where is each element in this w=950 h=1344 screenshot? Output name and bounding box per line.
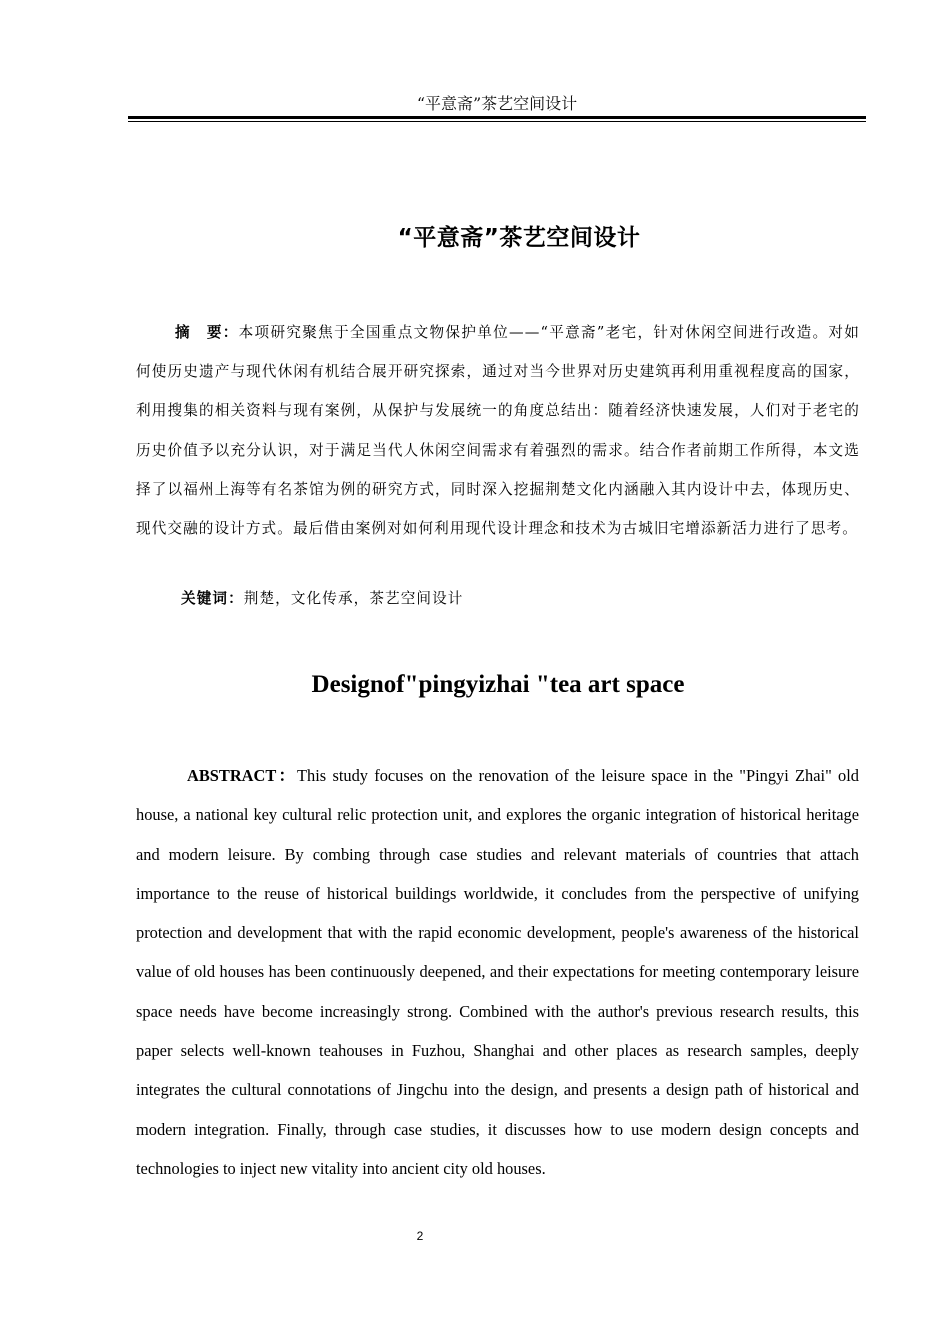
english-abstract-label: ABSTRACT：: [187, 766, 298, 785]
chinese-keywords: [136, 585, 860, 613]
chinese-keywords-label: 关键词：: [181, 590, 244, 607]
page-number: 2: [416, 1229, 424, 1243]
header-rule-thin: [128, 121, 866, 122]
english-title: Designof"pingyizhai "tea art space: [311, 671, 685, 698]
chinese-abstract-label: 摘 要：: [175, 324, 239, 341]
chinese-title: “平意斋”茶艺空间设计: [397, 225, 641, 251]
chinese-abstract-text: 本项研究聚焦于全国重点文物保护单位——“平意斋”老宅，针对休闲空间进行改造。对如何使历史遗产与现代休闲有机结合展开研究探索，通过对当今世界对历史建筑再利用重视程度高的国家，利用搜集的相关资料与现有案例，从保护与发展统一的角度总结出：随着经济快速发展，人们对于老宅的历史价值予以充分认识，对于满足当代人休闲空间需求有着强烈的需求。结合作者前期工作所得，本文选择了以福州上海等有名茶馆为例的研究方式，同时深入挖掘荆楚文化内涵融入其内设计中去，体现历史、现代交融的设计方式。最后借由案例对如何利用现代设计理念和技术为古城旧宅增添新活力进行了思考。: [136, 324, 860, 538]
running-header: “平意斋”茶艺空间设计: [416, 94, 578, 113]
header-rule-thick: [128, 116, 866, 119]
chinese-keywords-text: 荆楚，文化传承，茶艺空间设计: [243, 590, 464, 607]
english-abstract: [136, 756, 859, 1188]
english-abstract-text: This study focuses on the renovation of the leisure space in the "Pingyi Zhai" old house, a national key cultural relic protection unit, and explores the organic integration of historical heritage and modern leisure. By combing through case studies and relevant materials of countries that attach importance to the reuse of historical buildings worldwide, it concludes from the perspective of unifying protection and development that with the rapid economic development, people's awareness of the historical value of old houses has been continuously deepened, and their expectations for meeting contemporary leisure space needs have become increasingly strong. Combined with the author's previous research results, this paper selects well-known teahouses in Fuzhou, Shanghai and other places as research samples, deeply integrates the cultural connotations of Jingchu into the design, and presents a design path of historical and modern integration. Finally, through case studies, it discusses how to use modern design concepts and technologies to inject new vitality into ancient city old houses.: [136, 766, 860, 1178]
chinese-abstract: [136, 313, 860, 548]
